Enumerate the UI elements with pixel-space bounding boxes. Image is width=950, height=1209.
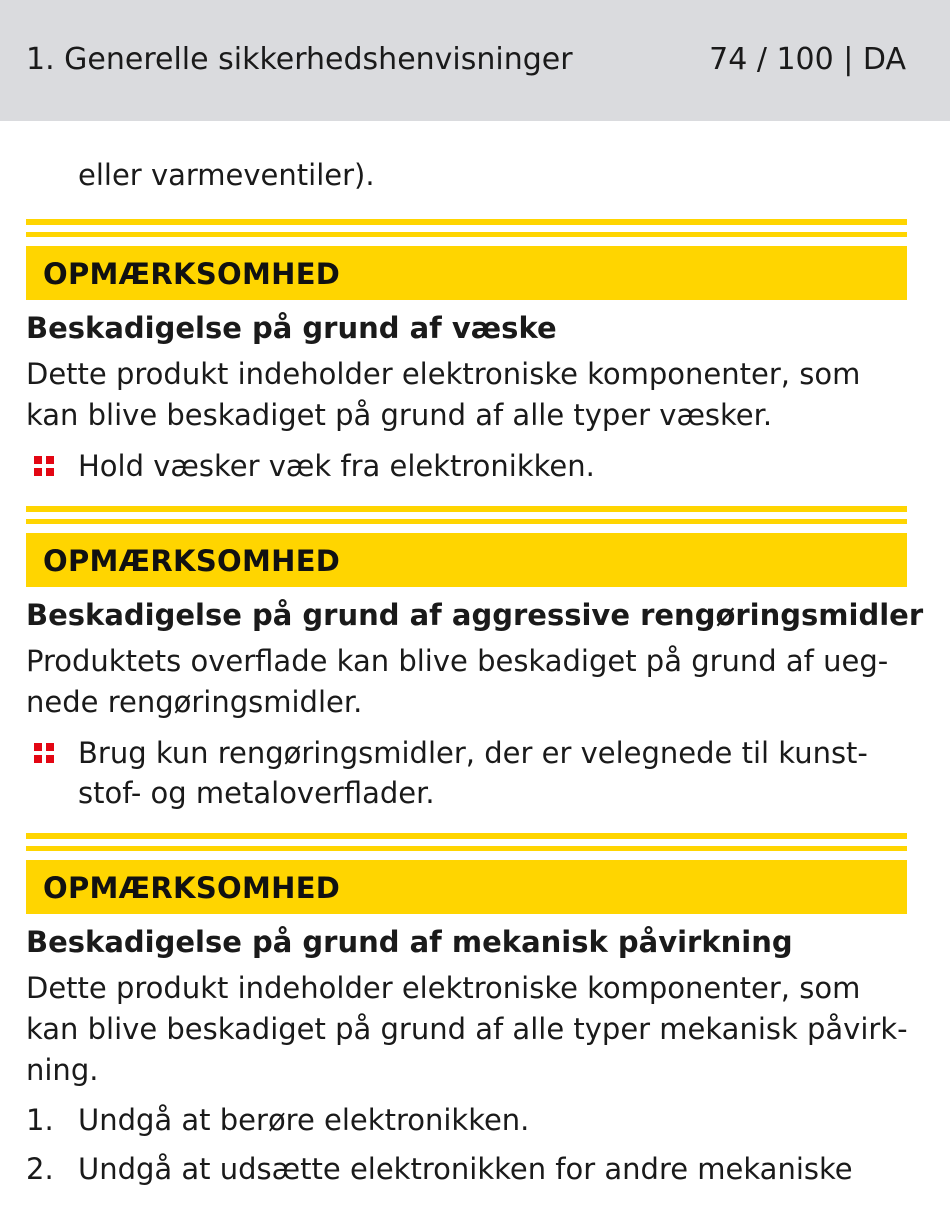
notice-label: OPMÆRKSOMHED [43,544,341,578]
page-header [0,0,950,121]
bullet-text: Brug kun rengøringsmidler, der er velegnede til kunst- [78,736,868,770]
page-content [26,121,924,1189]
step-text: Undgå at berøre elektronikken. [78,1103,530,1137]
numbered-step [26,1149,907,1189]
notice-label: OPMÆRKSOMHED [43,257,341,291]
notice-rule [26,232,907,237]
notice-rule [26,846,907,851]
notice-body [26,968,907,1091]
numbered-step [26,1100,907,1140]
notice-liquid-damage [26,219,907,486]
notice-body-line: nede rengøringsmidler. [26,685,363,719]
notice-body-line: ning. [26,1053,99,1087]
notice-body-line: Produktets overflade kan blive beskadiget på grund af ueg- [26,644,889,678]
notice-label-bar [26,860,907,914]
step-number: 2. [26,1152,54,1186]
step-text: Undgå at udsætte elektronikken for andre mekaniske [78,1152,853,1186]
notice-heading: Beskadigelse på grund af væske [26,311,557,345]
notice-body [26,354,907,436]
notice-body-line: Dette produkt indeholder elektroniske komponenter, som [26,357,861,391]
notice-mechanical-impact [26,833,907,1189]
section-title: 1. Generelle sikkerhedshenvisninger [26,42,573,77]
page-number: 74 / 100 | DA [709,42,906,77]
notice-label-bar [26,246,907,300]
notice-heading: Beskadigelse på grund af aggressive rengøringsmidler [26,598,924,632]
notice-heading: Beskadigelse på grund af mekanisk påvirkning [26,925,793,959]
step-number: 1. [26,1103,54,1137]
notice-body-line: kan blive beskadiget på grund af alle typer mekanisk påvirk- [26,1012,908,1046]
action-bullet [26,733,907,813]
square-grid-icon [34,743,54,763]
bullet-text: stof- og metaloverflader. [78,776,435,810]
notice-rule [26,519,907,524]
action-bullet [26,446,907,486]
continued-text: eller varmeventiler). [78,158,375,192]
square-grid-icon [34,456,54,476]
notice-body-line: kan blive beskadiget på grund af alle typer væsker. [26,398,773,432]
notice-label: OPMÆRKSOMHED [43,871,341,905]
notice-body-line: Dette produkt indeholder elektroniske komponenter, som [26,971,861,1005]
bullet-text: Hold væsker væk fra elektronikken. [78,449,595,483]
notice-body [26,641,907,723]
notice-label-bar [26,533,907,587]
notice-cleaning-agents [26,506,924,813]
